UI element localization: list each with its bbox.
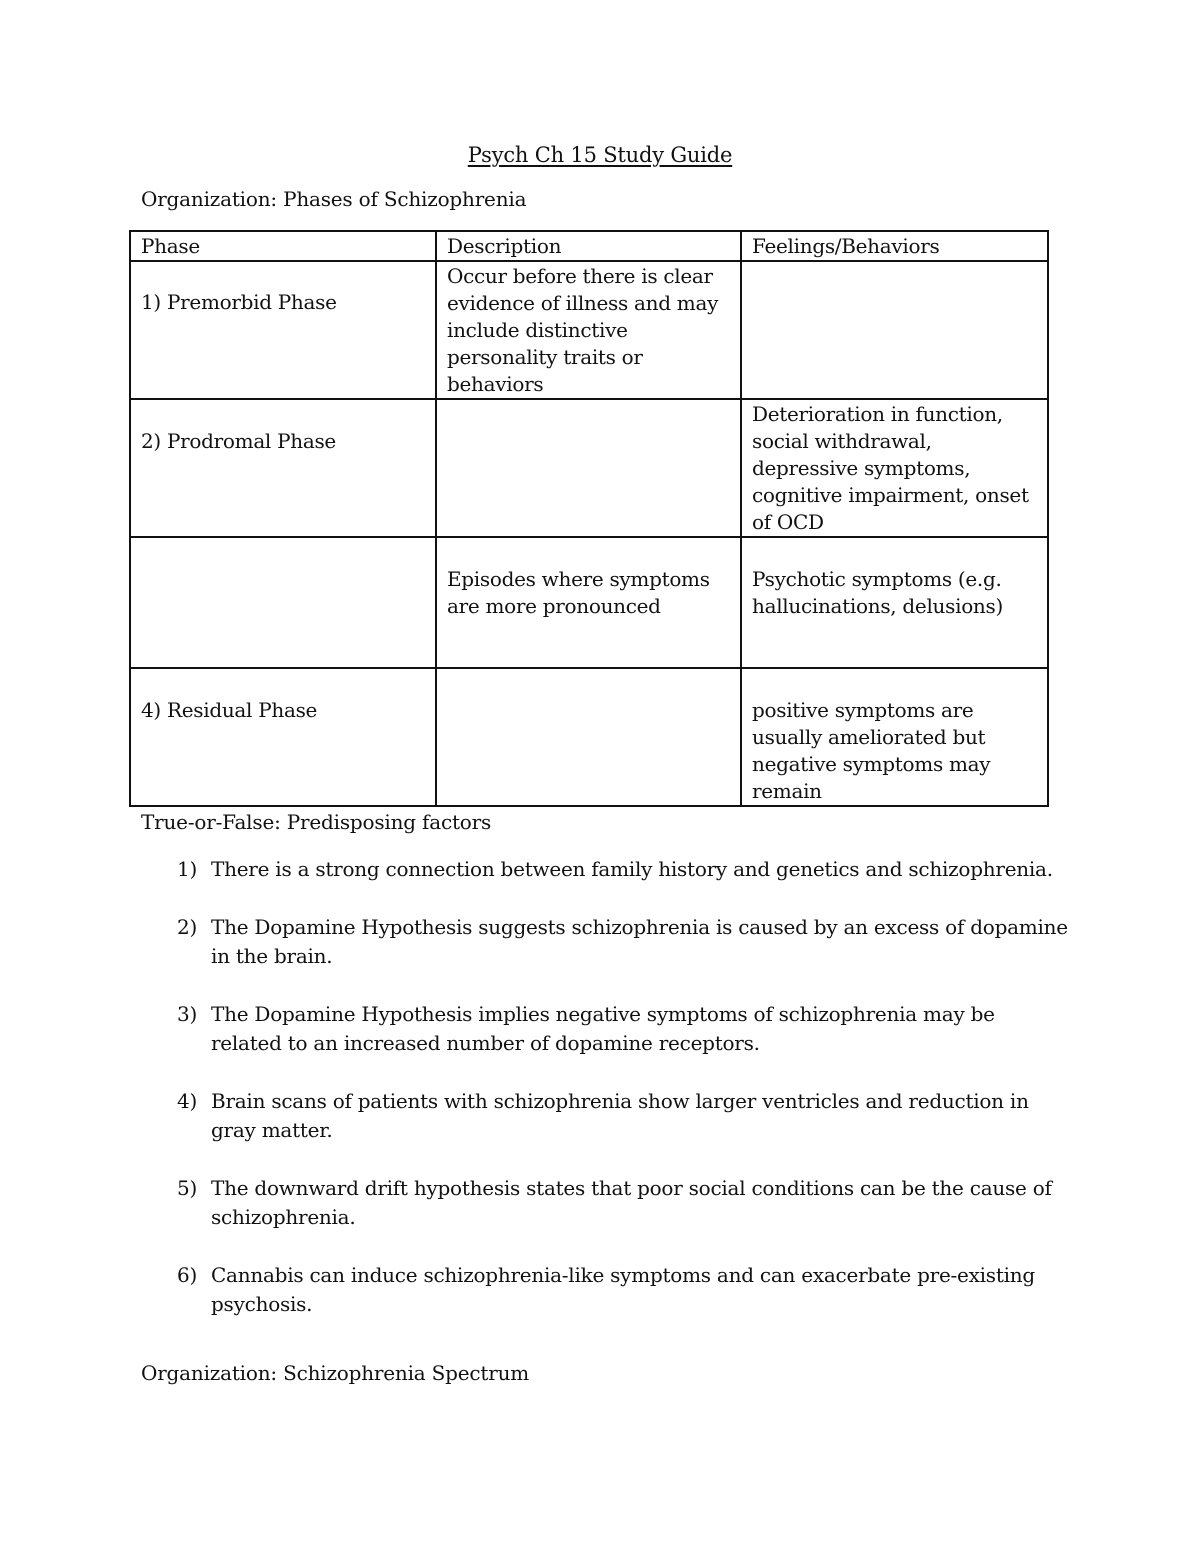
feelings-cell xyxy=(741,399,1048,537)
phase-text: 2) Prodromal Phase xyxy=(141,429,336,453)
true-false-list xyxy=(141,855,1071,1348)
description-cell xyxy=(436,399,741,537)
table-row xyxy=(130,537,1048,668)
item-number: 4) xyxy=(177,1089,198,1113)
feelings-text: Psychotic symptoms (e.g. hallucinations, delusions) xyxy=(752,567,1003,618)
section-heading-phases: Organization: Phases of Schizophrenia xyxy=(141,187,527,211)
feelings-cell xyxy=(741,668,1048,806)
item-text: Cannabis can induce schizophrenia-like symptoms and can exacerbate pre-existing psychosis. xyxy=(211,1263,1035,1316)
item-text: The downward drift hypothesis states that poor social conditions can be the cause of schizophrenia. xyxy=(211,1176,1052,1229)
item-number: 6) xyxy=(177,1263,198,1287)
header-feelings: Feelings/Behaviors xyxy=(741,231,1048,261)
list-item xyxy=(141,1174,1071,1232)
description-cell xyxy=(436,668,741,806)
page-title: Psych Ch 15 Study Guide xyxy=(467,143,733,167)
phase-cell xyxy=(130,261,436,399)
table-row xyxy=(130,399,1048,537)
phases-table xyxy=(129,230,1049,807)
feelings-text: Deterioration in function, social withdrawal, depressive symptoms, cognitive impairment, onset of OCD xyxy=(752,402,1029,534)
section-heading-spectrum: Organization: Schizophrenia Spectrum xyxy=(141,1361,530,1385)
description-text: Occur before there is clear evidence of illness and may include distinctive personality traits or behaviors xyxy=(447,264,719,396)
table-row xyxy=(130,668,1048,806)
list-item xyxy=(141,1000,1071,1058)
item-number: 2) xyxy=(177,915,198,939)
header-description: Description xyxy=(436,231,741,261)
phase-text: 1) Premorbid Phase xyxy=(141,290,337,314)
description-cell xyxy=(436,537,741,668)
item-number: 1) xyxy=(177,857,198,881)
header-phase: Phase xyxy=(130,231,436,261)
feelings-text: positive symptoms are usually ameliorated but negative symptoms may remain xyxy=(752,698,991,803)
item-text: The Dopamine Hypothesis implies negative symptoms of schizophrenia may be related to an increased number of dopamine receptors. xyxy=(211,1002,995,1055)
table-header-row xyxy=(130,231,1048,261)
item-text: There is a strong connection between family history and genetics and schizophrenia. xyxy=(211,857,1053,881)
phase-cell xyxy=(130,668,436,806)
description-cell xyxy=(436,261,741,399)
list-item xyxy=(141,855,1071,884)
feelings-cell xyxy=(741,261,1048,399)
item-text: Brain scans of patients with schizophrenia show larger ventricles and reduction in gray matter. xyxy=(211,1089,1029,1142)
item-number: 3) xyxy=(177,1002,198,1026)
feelings-cell xyxy=(741,537,1048,668)
phase-cell xyxy=(130,537,436,668)
item-number: 5) xyxy=(177,1176,198,1200)
phase-text: 4) Residual Phase xyxy=(141,698,318,722)
list-item xyxy=(141,1087,1071,1145)
list-item xyxy=(141,1261,1071,1319)
phase-cell xyxy=(130,399,436,537)
list-item xyxy=(141,913,1071,971)
item-text: The Dopamine Hypothesis suggests schizophrenia is caused by an excess of dopamine in the brain. xyxy=(211,915,1068,968)
table-row xyxy=(130,261,1048,399)
description-text: Episodes where symptoms are more pronounced xyxy=(447,567,710,618)
section-heading-true-false: True-or-False: Predisposing factors xyxy=(141,810,492,834)
